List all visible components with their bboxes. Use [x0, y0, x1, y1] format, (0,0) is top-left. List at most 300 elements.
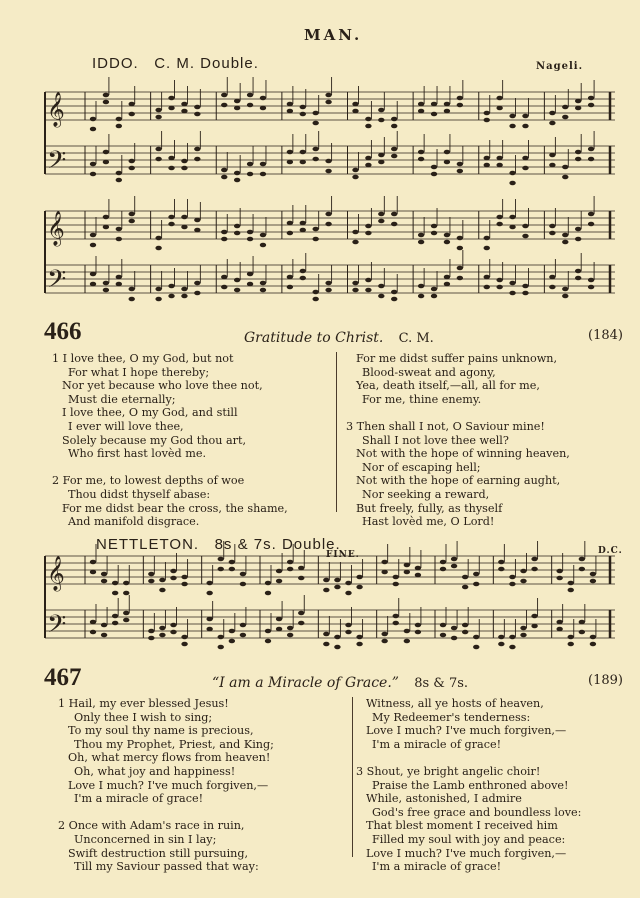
note-head [221, 103, 227, 108]
note-head [218, 635, 224, 640]
note-head [575, 157, 581, 162]
note-head [247, 237, 253, 242]
note-head [509, 291, 515, 296]
note-head [170, 569, 176, 574]
note-head [418, 284, 424, 289]
note-head [112, 591, 118, 596]
verse-line: Till my Saviour passed that way: [74, 860, 259, 874]
note-head [265, 591, 271, 596]
hymn-466-column-2 [348, 352, 618, 529]
note-head [194, 105, 200, 110]
note-head [194, 281, 200, 286]
column-divider [352, 697, 353, 857]
note-head [522, 124, 528, 129]
note-head [575, 106, 581, 111]
note-head [112, 614, 118, 619]
note-head [323, 578, 329, 583]
verse-line: Not with the hope of earning aught, [356, 474, 561, 488]
note-head [103, 150, 109, 155]
note-head [365, 163, 371, 168]
hymn-reference: (184) [588, 328, 623, 343]
note-head [549, 163, 555, 168]
note-head [123, 581, 129, 586]
note-head [579, 620, 585, 625]
verse-line: Love I much? I've much forgiven,— [68, 778, 269, 792]
note-head [415, 623, 421, 628]
verse-line: Not with the hope of winning heaven, [356, 447, 570, 461]
note-head [181, 635, 187, 640]
verse-line: Thou didst thyself abase: [68, 487, 211, 501]
note-head [473, 645, 479, 650]
note-head [103, 160, 109, 165]
note-head [155, 115, 161, 120]
note-head [325, 288, 331, 293]
note-head [312, 227, 318, 232]
tune-meter: 8s & 7s. Double. [214, 536, 341, 553]
note-head [234, 288, 240, 293]
note-head [287, 275, 293, 280]
note-head [365, 117, 371, 122]
note-head [404, 639, 410, 644]
note-head [287, 626, 293, 631]
note-head [312, 237, 318, 242]
note-head [440, 633, 446, 638]
note-head [194, 218, 200, 223]
note-head [116, 124, 122, 129]
note-head [287, 567, 293, 572]
note-head [549, 121, 555, 126]
note-head [181, 575, 187, 580]
note-head [531, 557, 537, 562]
note-head [418, 157, 424, 162]
note-head [356, 635, 362, 640]
note-head [323, 632, 329, 637]
note-head [129, 297, 135, 302]
note-head [221, 275, 227, 280]
note-head [287, 285, 293, 290]
note-head [218, 567, 224, 572]
note-head [352, 288, 358, 293]
note-head [509, 171, 515, 176]
note-head [522, 291, 528, 296]
note-head [509, 281, 515, 286]
note-head [391, 117, 397, 122]
verse-line: Witness, all ye hosts of heaven, [366, 697, 544, 710]
note-head [168, 215, 174, 220]
note-head [457, 169, 463, 174]
note-head [509, 582, 515, 587]
note-head [247, 103, 253, 108]
note-head [112, 621, 118, 626]
note-head [240, 623, 246, 628]
hymn-467-column-1 [60, 697, 345, 874]
note-head [325, 93, 331, 98]
note-head [90, 233, 96, 238]
note-head [325, 159, 331, 164]
note-head [415, 566, 421, 571]
hymn-number: 466 [44, 318, 82, 345]
note-head [431, 231, 437, 236]
note-head [123, 591, 129, 596]
note-head [123, 611, 129, 616]
note-head [260, 281, 266, 286]
note-head [509, 181, 515, 186]
note-head [103, 100, 109, 105]
note-head [378, 160, 384, 165]
note-head [562, 287, 568, 292]
note-head [101, 572, 107, 577]
note-head [300, 112, 306, 117]
note-head [229, 639, 235, 644]
note-head [431, 165, 437, 170]
note-head [415, 630, 421, 635]
note-head [159, 633, 165, 638]
note-head [240, 582, 246, 587]
verse-line: 2 Once with Adam's race in ruin, [58, 819, 245, 833]
note-head [218, 645, 224, 650]
verse-line: Yea, death itself,—all, all for me, [356, 379, 540, 393]
note-head [496, 278, 502, 283]
note-head [287, 150, 293, 155]
note-head [431, 294, 437, 299]
note-head [170, 576, 176, 581]
verse-line: For what I hope thereby; [68, 365, 210, 379]
tune-name: IDDO. [92, 55, 139, 72]
note-head [247, 162, 253, 167]
hymn-467-column-2 [358, 697, 628, 874]
note-head [444, 275, 450, 280]
note-head [457, 276, 463, 281]
hymn-title: “I am a Miracle of Grace.” [212, 675, 399, 691]
note-head [155, 246, 161, 251]
note-head [418, 109, 424, 114]
note-head [300, 150, 306, 155]
note-head [90, 630, 96, 635]
note-head [378, 294, 384, 299]
note-head [116, 117, 122, 122]
note-head [431, 112, 437, 117]
note-head [549, 153, 555, 158]
note-head [451, 564, 457, 569]
note-head [129, 159, 135, 164]
note-head [352, 109, 358, 114]
note-head [181, 166, 187, 171]
note-head [484, 111, 490, 116]
note-head [240, 572, 246, 577]
note-head [155, 157, 161, 162]
note-head [112, 581, 118, 586]
note-head [221, 237, 227, 242]
hymn-meter: 8s & 7s. [414, 676, 469, 691]
note-head [457, 162, 463, 167]
verse-line: God's free grace and boundless love: [372, 805, 582, 819]
note-head [444, 109, 450, 114]
note-head [431, 172, 437, 177]
note-head [562, 175, 568, 180]
note-head [509, 114, 515, 119]
note-head [298, 576, 304, 581]
note-head [101, 623, 107, 628]
note-head [90, 570, 96, 575]
note-head [129, 287, 135, 292]
note-head [276, 627, 282, 632]
note-head [549, 275, 555, 280]
verse-line: Filled my soul with joy and peace: [372, 832, 566, 846]
note-head [391, 154, 397, 159]
note-head [159, 588, 165, 593]
note-head [90, 127, 96, 132]
note-head [484, 156, 490, 161]
verse-line: Nor yet because who love thee not, [62, 379, 263, 393]
note-head [444, 282, 450, 287]
note-head [181, 215, 187, 220]
note-head [116, 282, 122, 287]
hymn-heading [212, 672, 468, 691]
note-head [181, 225, 187, 230]
note-head [496, 215, 502, 220]
note-head [457, 103, 463, 108]
note-head [588, 147, 594, 152]
note-head [181, 294, 187, 299]
hymn-466-column-1 [54, 352, 329, 529]
note-head [334, 635, 340, 640]
note-head [404, 563, 410, 568]
note-head [579, 557, 585, 562]
note-head [444, 102, 450, 107]
note-head [240, 633, 246, 638]
note-head [381, 570, 387, 575]
note-head [194, 157, 200, 162]
note-head [431, 102, 437, 107]
note-head [418, 233, 424, 238]
note-head [562, 165, 568, 170]
note-head [575, 269, 581, 274]
note-head [298, 611, 304, 616]
verse-line: Must die eternally; [68, 392, 176, 406]
note-head [457, 236, 463, 241]
note-head [181, 109, 187, 114]
note-head [549, 231, 555, 236]
note-head [265, 581, 271, 586]
verse-line: I ever will love thee, [68, 419, 184, 433]
note-head [206, 617, 212, 622]
verse-line: Love I much? I've much forgiven,— [366, 846, 567, 860]
note-head [323, 588, 329, 593]
note-head [522, 234, 528, 239]
verse-line [358, 751, 628, 765]
note-head [365, 224, 371, 229]
verse-line: 1 Hail, my ever blessed Jesus! [58, 697, 229, 710]
verse-line: My Redeemer's tenderness: [372, 710, 531, 724]
note-head [181, 582, 187, 587]
hymn-number: 467 [44, 664, 82, 691]
note-head [391, 147, 397, 152]
note-head [549, 111, 555, 116]
note-head [522, 224, 528, 229]
note-head [155, 297, 161, 302]
treble-clef-icon: 𝄞 [47, 211, 65, 246]
verse-line: For me didst suffer pains unknown, [356, 352, 558, 365]
note-head [391, 222, 397, 227]
note-head [155, 147, 161, 152]
note-head [509, 645, 515, 650]
note-head [312, 147, 318, 152]
note-head [498, 560, 504, 565]
verse-line: Hast lovèd me, O Lord! [362, 515, 495, 529]
note-head [101, 579, 107, 584]
note-head [265, 639, 271, 644]
note-head [568, 581, 574, 586]
note-head [391, 212, 397, 217]
note-head [365, 278, 371, 283]
note-head [247, 282, 253, 287]
note-head [509, 635, 515, 640]
note-head [287, 231, 293, 236]
note-head [496, 96, 502, 101]
verse-line: And manifold disgrace. [68, 515, 200, 529]
note-head [457, 96, 463, 101]
note-head [352, 168, 358, 173]
verse-line: While, astonished, I admire [366, 792, 522, 806]
note-head [129, 219, 135, 224]
note-head [116, 171, 122, 176]
verse-line: Shall I not love thee well? [362, 433, 509, 447]
note-head [170, 623, 176, 628]
note-head [444, 150, 450, 155]
note-head [484, 163, 490, 168]
note-head [588, 222, 594, 227]
note-head [556, 569, 562, 574]
verse-line: I love thee, O my God, and still [62, 406, 238, 420]
tune-header-iddo [92, 55, 259, 72]
note-head [229, 567, 235, 572]
note-head [415, 573, 421, 578]
note-head [234, 231, 240, 236]
verse-line [348, 406, 618, 420]
note-head [381, 632, 387, 637]
note-head [356, 585, 362, 590]
note-head [103, 288, 109, 293]
hymn-meter: C. M. [398, 331, 434, 346]
note-head [391, 297, 397, 302]
verse-line: For me, thine enemy. [362, 392, 482, 406]
note-head [116, 237, 122, 242]
note-head [556, 620, 562, 625]
note-head [206, 581, 212, 586]
verse-line: Praise the Lamb enthroned above! [372, 778, 569, 792]
note-head [334, 585, 340, 590]
note-head [556, 627, 562, 632]
note-head [229, 629, 235, 634]
note-head [155, 236, 161, 241]
note-head [181, 102, 187, 107]
note-head [287, 633, 293, 638]
note-head [287, 560, 293, 565]
note-head [148, 629, 154, 634]
note-head [568, 635, 574, 640]
note-head [588, 157, 594, 162]
note-head [378, 219, 384, 224]
note-head [287, 221, 293, 226]
verse-line [60, 806, 345, 820]
note-head [260, 106, 266, 111]
verse-line: Oh, what mercy flows from heaven! [68, 751, 271, 765]
note-head [155, 108, 161, 113]
note-head [498, 567, 504, 572]
note-head [444, 160, 450, 165]
note-head [579, 567, 585, 572]
note-head [381, 639, 387, 644]
note-head [365, 231, 371, 236]
note-head [451, 636, 457, 641]
music-system-3 [45, 548, 620, 658]
section-title: MAN. [304, 26, 363, 44]
note-head [276, 569, 282, 574]
note-head [90, 243, 96, 248]
hymn-reference: (189) [588, 673, 623, 688]
note-head [90, 272, 96, 277]
note-head [168, 222, 174, 227]
note-head [378, 118, 384, 123]
note-head [352, 230, 358, 235]
note-head [484, 236, 490, 241]
note-head [588, 96, 594, 101]
verse-line: I'm a miracle of grace! [74, 792, 204, 806]
note-head [590, 642, 596, 647]
note-head [451, 557, 457, 562]
note-head [562, 115, 568, 120]
note-head [247, 272, 253, 277]
note-head [356, 642, 362, 647]
note-head [221, 175, 227, 180]
note-head [300, 228, 306, 233]
note-head [287, 160, 293, 165]
note-head [520, 579, 526, 584]
note-head [194, 112, 200, 117]
note-head [247, 172, 253, 177]
verse-line: Swift destruction still pursuing, [68, 846, 249, 860]
note-head [260, 233, 266, 238]
verse-line: Thou my Prophet, Priest, and King; [74, 737, 274, 751]
note-head [276, 617, 282, 622]
note-head [218, 557, 224, 562]
note-head [496, 106, 502, 111]
note-head [194, 228, 200, 233]
note-head [323, 642, 329, 647]
note-head [440, 567, 446, 572]
hymn-title: Gratitude to Christ. [244, 330, 384, 346]
note-head [312, 111, 318, 116]
note-head [562, 105, 568, 110]
note-head [168, 106, 174, 111]
fine-marking: FINE. [326, 550, 360, 560]
note-head [522, 284, 528, 289]
note-head [356, 575, 362, 580]
note-head [234, 224, 240, 229]
note-head [496, 163, 502, 168]
note-head [103, 225, 109, 230]
note-head [352, 281, 358, 286]
note-head [444, 233, 450, 238]
note-head [168, 294, 174, 299]
verse-line: That blest moment I received him [366, 819, 558, 833]
verse-line [54, 461, 329, 475]
note-head [129, 102, 135, 107]
note-head [181, 287, 187, 292]
note-head [462, 623, 468, 628]
note-head [498, 635, 504, 640]
bass-clef-icon: 𝄢 [47, 610, 67, 645]
